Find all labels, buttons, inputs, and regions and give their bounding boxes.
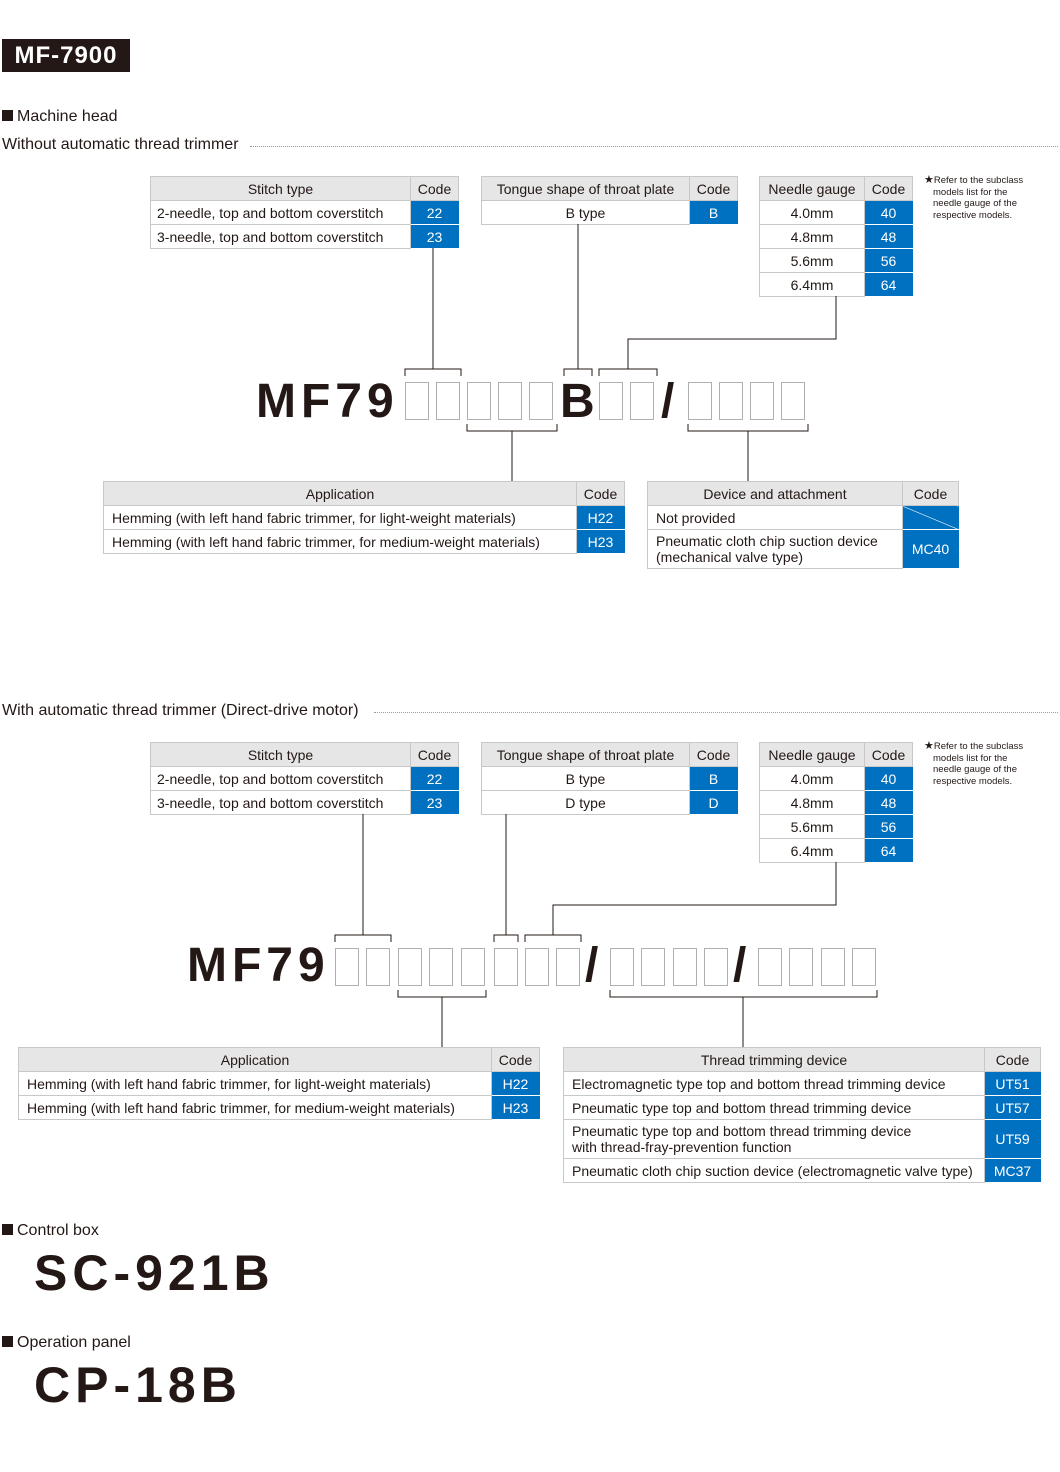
code-cell: UT51 (985, 1072, 1041, 1096)
code-header: Code (985, 1048, 1041, 1072)
code-header: Code (865, 177, 913, 201)
code-header: Code (690, 743, 738, 767)
code-cell: 23 (411, 225, 459, 249)
code-cell: 40 (865, 201, 913, 225)
device-header: Device and attachment (648, 482, 903, 506)
thread-trimming-cell (564, 1120, 985, 1159)
code-cell: UT59 (985, 1120, 1041, 1159)
stitch-type-cell: 3-needle, top and bottom coverstitch (151, 791, 411, 815)
tongue-shape-cell: D type (482, 791, 690, 815)
code-cell: UT57 (985, 1096, 1041, 1120)
needle-gauge-cell: 4.0mm (760, 767, 865, 791)
code-cell: 56 (865, 249, 913, 273)
note-line: Refer to the subclass (933, 741, 1024, 752)
needle-gauge-cell: 5.6mm (760, 815, 865, 839)
note-line: models list for the (933, 752, 1008, 764)
application-header: Application (104, 482, 577, 506)
application-header: Application (19, 1048, 492, 1072)
code-cell: 22 (411, 201, 459, 225)
model-slash: / (733, 939, 747, 992)
note-line: Refer to the subclass (933, 175, 1024, 186)
thread-trimming-line: with thread-fray-prevention function (572, 1139, 792, 1155)
device-line: (mechanical valve type) (656, 549, 804, 565)
code-cell: 23 (411, 791, 459, 815)
thread-trimming-line: Pneumatic type top and bottom thread trimming device (572, 1123, 912, 1139)
thread-trimming-table (563, 1047, 1041, 1183)
code-cell: 48 (865, 791, 913, 815)
code-cell: B (690, 767, 738, 791)
code-cell: H23 (577, 530, 625, 554)
code-header: Code (903, 482, 959, 506)
table-row (564, 1096, 1041, 1120)
control-box-label: Control box (17, 1222, 99, 1239)
code-header: Code (411, 177, 459, 201)
control-box-model: SC-921B (34, 1245, 275, 1301)
stitch-type-cell: 3-needle, top and bottom coverstitch (151, 225, 411, 249)
application-cell: Hemming (with left hand fabric trimmer, for light-weight materials) (19, 1072, 492, 1096)
application-cell: Hemming (with left hand fabric trimmer, for medium-weight materials) (19, 1096, 492, 1120)
application-cell: Hemming (with left hand fabric trimmer, for light-weight materials) (104, 506, 577, 530)
code-header: Code (577, 482, 625, 506)
code-header: Code (690, 177, 738, 201)
operation-panel-label: Operation panel (17, 1334, 131, 1351)
thread-trimming-header: Thread trimming device (564, 1048, 985, 1072)
control-box-heading (2, 1222, 99, 1240)
code-cell: 40 (865, 767, 913, 791)
application-cell: Hemming (with left hand fabric trimmer, for medium-weight materials) (104, 530, 577, 554)
needle-gauge-cell: 4.8mm (760, 791, 865, 815)
needle-gauge-cell: 5.6mm (760, 249, 865, 273)
stitch-type-cell: 2-needle, top and bottom coverstitch (151, 767, 411, 791)
code-cell: D (690, 791, 738, 815)
needle-gauge-header: Needle gauge (760, 743, 865, 767)
thread-trimming-cell: Electromagnetic type top and bottom thread trimming device (564, 1072, 985, 1096)
application-table (18, 1047, 540, 1120)
note-line: models list for the (933, 186, 1008, 198)
thread-trimming-cell: Pneumatic type top and bottom thread trimming device (564, 1096, 985, 1120)
tongue-shape-cell: B type (482, 767, 690, 791)
code-header: Code (492, 1048, 540, 1072)
note-line: needle gauge of the (933, 198, 1017, 209)
code-cell: 64 (865, 839, 913, 863)
with-trimmer-title: With automatic thread trimmer (Direct-drive motor) (2, 702, 365, 720)
table-row (19, 1072, 540, 1096)
table-row (19, 1096, 540, 1120)
model-slash: / (585, 939, 599, 992)
needle-gauge-cell: 4.8mm (760, 225, 865, 249)
code-cell: 56 (865, 815, 913, 839)
code-cell: H22 (492, 1072, 540, 1096)
code-header: Code (865, 743, 913, 767)
code-cell: B (690, 201, 738, 225)
asterisk-icon: ★ (924, 174, 934, 186)
asterisk-icon: ★ (924, 740, 934, 752)
stitch-type-header: Stitch type (151, 743, 411, 767)
table-row (564, 1159, 1041, 1183)
code-cell: 48 (865, 225, 913, 249)
table-row (564, 1120, 1041, 1159)
code-cell: 22 (411, 767, 459, 791)
note-line: respective models. (933, 209, 1013, 221)
device-cell: Not provided (648, 506, 903, 530)
operation-panel-heading (2, 1334, 131, 1352)
needle-gauge-header: Needle gauge (760, 177, 865, 201)
note-line: respective models. (933, 775, 1013, 787)
device-line: Pneumatic cloth chip suction device (656, 533, 878, 549)
stitch-type-cell: 2-needle, top and bottom coverstitch (151, 201, 411, 225)
stitch-type-header: Stitch type (151, 177, 411, 201)
connector-lines (335, 814, 877, 1047)
square-bullet-icon (2, 1336, 13, 1347)
note-line: needle gauge of the (933, 764, 1017, 775)
table-row (564, 1072, 1041, 1096)
needle-gauge-cell: 6.4mm (760, 273, 865, 297)
model-badge: MF-7900 (2, 39, 130, 72)
code-cell: MC40 (903, 530, 959, 569)
tongue-shape-header: Tongue shape of throat plate (482, 743, 690, 767)
model-prefix: MF79 (256, 375, 399, 428)
model-prefix: MF79 (187, 939, 330, 992)
tongue-shape-header: Tongue shape of throat plate (482, 177, 690, 201)
without-trimmer-title: Without automatic thread trimmer (2, 136, 245, 154)
needle-gauge-cell: 4.0mm (760, 201, 865, 225)
code-cell: 64 (865, 273, 913, 297)
code-cell: H22 (577, 506, 625, 530)
needle-gauge-cell: 6.4mm (760, 839, 865, 863)
code-cell: MC37 (985, 1159, 1041, 1183)
code-header: Code (411, 743, 459, 767)
square-bullet-icon (2, 1224, 13, 1235)
operation-panel-model: CP-18B (34, 1357, 242, 1413)
machine-head-label: Machine head (17, 108, 118, 125)
thread-trimming-cell: Pneumatic cloth chip suction device (electromagnetic valve type) (564, 1159, 985, 1183)
tongue-shape-cell: B type (482, 201, 690, 225)
tongue-letter: B (560, 375, 595, 428)
code-cell: H23 (492, 1096, 540, 1120)
model-slash: / (661, 375, 675, 428)
